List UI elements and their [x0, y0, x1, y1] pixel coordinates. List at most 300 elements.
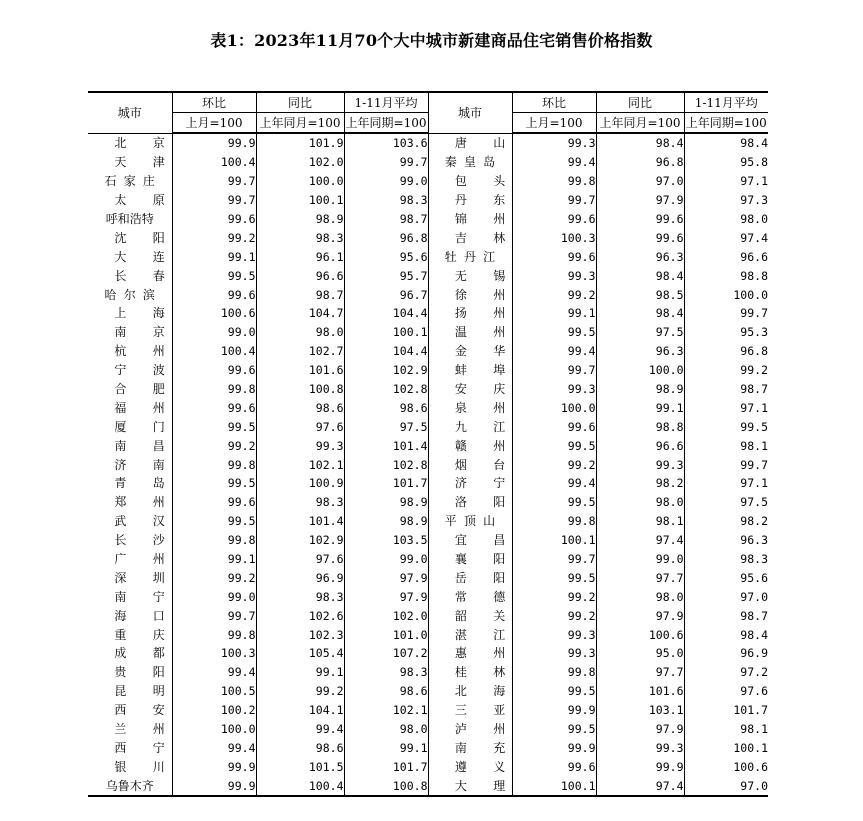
table-row: [88, 701, 768, 720]
right-yoy-value: 97.5: [596, 323, 684, 342]
right-city-name: 湛江: [428, 625, 512, 644]
left-avg-value: 102.9: [344, 361, 428, 380]
right-avg-value: 97.4: [684, 228, 768, 247]
left-mom-value: 99.5: [172, 474, 256, 493]
left-yoy-value: 105.4: [256, 644, 344, 663]
left-city-name: 青岛: [114, 476, 192, 491]
right-avg-value: 98.8: [684, 266, 768, 285]
left-avg-value: 95.6: [344, 247, 428, 266]
left-city-name: 重庆: [114, 627, 192, 642]
right-avg-value: 95.6: [684, 568, 768, 587]
left-mom-value: 99.6: [172, 285, 256, 304]
right-mom-value: 99.9: [512, 701, 596, 720]
left-yoy-value: 100.4: [256, 776, 344, 796]
left-mom-value: 99.2: [172, 436, 256, 455]
table-row: [88, 682, 768, 701]
table-row: [88, 606, 768, 625]
left-city-name: 沈阳: [114, 230, 192, 245]
left-city-name: 上海: [114, 306, 192, 321]
right-avg-value: 97.0: [684, 776, 768, 796]
left-yoy-value: 97.6: [256, 550, 344, 569]
header-yoy-left: 同比: [256, 92, 344, 113]
left-city-name: 郑州: [114, 495, 192, 510]
table-row: [88, 285, 768, 304]
right-avg-value: 100.0: [684, 285, 768, 304]
left-avg-value: 98.6: [344, 682, 428, 701]
right-mom-value: 99.7: [512, 191, 596, 210]
left-city-name: 北京: [114, 136, 192, 151]
right-mom-value: 99.5: [512, 323, 596, 342]
left-city-name: 贵阳: [114, 665, 192, 680]
table-row: [88, 398, 768, 417]
left-mom-value: 99.8: [172, 625, 256, 644]
right-avg-value: 97.1: [684, 474, 768, 493]
left-mom-value: 99.1: [172, 550, 256, 569]
right-city-name: 三亚: [428, 701, 512, 720]
left-city-name: 济南: [114, 457, 192, 472]
right-city-name: 牡丹江: [428, 247, 512, 266]
right-city-name: 无锡: [428, 266, 512, 285]
right-yoy-value: 98.9: [596, 380, 684, 399]
left-mom-value: 100.3: [172, 644, 256, 663]
right-yoy-value: 97.4: [596, 776, 684, 796]
right-city-name: 安庆: [428, 380, 512, 399]
right-mom-value: 99.6: [512, 757, 596, 776]
table-row: [88, 153, 768, 172]
right-city-name: 扬州: [428, 304, 512, 323]
right-mom-value: 99.5: [512, 720, 596, 739]
left-avg-value: 107.2: [344, 644, 428, 663]
right-avg-value: 99.5: [684, 417, 768, 436]
left-avg-value: 98.6: [344, 398, 428, 417]
right-yoy-value: 98.5: [596, 285, 684, 304]
left-avg-value: 102.0: [344, 606, 428, 625]
right-yoy-value: 100.6: [596, 625, 684, 644]
left-mom-value: 99.8: [172, 455, 256, 474]
right-mom-value: 99.2: [512, 285, 596, 304]
header-yoy-base-left: 上年同月=100: [256, 113, 344, 134]
table-row: [88, 531, 768, 550]
header-yoy-base-right: 上年同月=100: [596, 113, 684, 134]
right-avg-value: 97.0: [684, 587, 768, 606]
table-row: [88, 210, 768, 229]
left-yoy-value: 104.7: [256, 304, 344, 323]
left-mom-value: 99.0: [172, 587, 256, 606]
right-avg-value: 96.8: [684, 342, 768, 361]
left-mom-value: 99.5: [172, 266, 256, 285]
left-yoy-value: 102.0: [256, 153, 344, 172]
table-row: [88, 380, 768, 399]
left-avg-value: 97.9: [344, 587, 428, 606]
table-row: [88, 739, 768, 758]
left-city-name: 石家庄: [104, 174, 163, 189]
right-yoy-value: 98.4: [596, 266, 684, 285]
right-city-name: 宜昌: [428, 531, 512, 550]
left-yoy-value: 101.9: [256, 133, 344, 153]
right-mom-value: 99.6: [512, 247, 596, 266]
left-city-name: 长沙: [114, 533, 192, 548]
header-mom-left: 环比: [172, 92, 256, 113]
right-avg-value: 98.3: [684, 550, 768, 569]
left-city-name: 广州: [114, 552, 192, 567]
left-mom-value: 99.2: [172, 568, 256, 587]
left-yoy-value: 102.1: [256, 455, 344, 474]
table-row: [88, 436, 768, 455]
left-city-name: 西宁: [114, 740, 192, 755]
right-yoy-value: 99.6: [596, 210, 684, 229]
right-mom-value: 99.3: [512, 644, 596, 663]
left-yoy-value: 98.9: [256, 210, 344, 229]
left-avg-value: 101.0: [344, 625, 428, 644]
left-mom-value: 99.0: [172, 323, 256, 342]
left-avg-value: 98.0: [344, 720, 428, 739]
right-yoy-value: 96.3: [596, 342, 684, 361]
header-yoy-right: 同比: [596, 92, 684, 113]
left-avg-value: 99.7: [344, 153, 428, 172]
right-city-name: 唐山: [428, 133, 512, 153]
right-mom-value: 99.9: [512, 739, 596, 758]
right-avg-value: 98.2: [684, 512, 768, 531]
left-mom-value: 99.7: [172, 191, 256, 210]
right-city-name: 遵义: [428, 757, 512, 776]
right-avg-value: 96.9: [684, 644, 768, 663]
header-city-left: 城市: [88, 92, 172, 133]
right-yoy-value: 98.0: [596, 493, 684, 512]
left-city-name: 南宁: [114, 589, 192, 604]
left-yoy-value: 97.6: [256, 417, 344, 436]
left-avg-value: 99.1: [344, 739, 428, 758]
left-avg-value: 96.8: [344, 228, 428, 247]
right-avg-value: 97.6: [684, 682, 768, 701]
right-yoy-value: 98.2: [596, 474, 684, 493]
table-row: [88, 247, 768, 266]
header-avg-left: 1-11月平均: [344, 92, 428, 113]
left-mom-value: 99.7: [172, 172, 256, 191]
left-yoy-value: 100.1: [256, 191, 344, 210]
left-yoy-value: 104.1: [256, 701, 344, 720]
right-yoy-value: 99.0: [596, 550, 684, 569]
left-city-name: 乌鲁木齐: [88, 776, 172, 796]
right-yoy-value: 99.3: [596, 739, 684, 758]
header-avg-base-left: 上年同期=100: [344, 113, 428, 134]
left-mom-value: 99.6: [172, 210, 256, 229]
left-avg-value: 102.8: [344, 380, 428, 399]
left-avg-value: 104.4: [344, 342, 428, 361]
left-city-name: 兰州: [114, 722, 192, 737]
header-mom-right: 环比: [512, 92, 596, 113]
right-city-name: 赣州: [428, 436, 512, 455]
left-city-name: 杭州: [114, 344, 192, 359]
left-yoy-value: 99.1: [256, 663, 344, 682]
right-avg-value: 98.7: [684, 606, 768, 625]
right-mom-value: 100.0: [512, 398, 596, 417]
right-yoy-value: 97.9: [596, 191, 684, 210]
left-mom-value: 99.7: [172, 606, 256, 625]
right-yoy-value: 97.0: [596, 172, 684, 191]
right-city-name: 泸州: [428, 720, 512, 739]
right-avg-value: 98.4: [684, 625, 768, 644]
right-yoy-value: 103.1: [596, 701, 684, 720]
right-avg-value: 97.1: [684, 172, 768, 191]
right-city-name: 吉林: [428, 228, 512, 247]
right-city-name: 常德: [428, 587, 512, 606]
right-avg-value: 96.3: [684, 531, 768, 550]
left-mom-value: 99.8: [172, 380, 256, 399]
right-avg-value: 98.7: [684, 380, 768, 399]
right-avg-value: 97.5: [684, 493, 768, 512]
right-mom-value: 99.4: [512, 474, 596, 493]
left-city-name: 昆明: [114, 684, 192, 699]
header-city-right: 城市: [428, 92, 512, 133]
left-mom-value: 99.2: [172, 228, 256, 247]
right-city-name: 丹东: [428, 191, 512, 210]
right-city-name: 大理: [428, 776, 512, 796]
left-avg-value: 99.0: [344, 172, 428, 191]
left-yoy-value: 102.7: [256, 342, 344, 361]
right-yoy-value: 97.9: [596, 606, 684, 625]
left-avg-value: 96.7: [344, 285, 428, 304]
right-mom-value: 99.6: [512, 417, 596, 436]
right-avg-value: 99.2: [684, 361, 768, 380]
left-yoy-value: 98.7: [256, 285, 344, 304]
right-city-name: 岳阳: [428, 568, 512, 587]
left-yoy-value: 101.5: [256, 757, 344, 776]
left-avg-value: 101.7: [344, 474, 428, 493]
left-city-name: 武汉: [114, 514, 192, 529]
right-city-name: 秦皇岛: [428, 153, 512, 172]
left-mom-value: 99.4: [172, 663, 256, 682]
right-avg-value: 98.1: [684, 720, 768, 739]
right-city-name: 平顶山: [428, 512, 512, 531]
right-city-name: 南充: [428, 739, 512, 758]
table-row: [88, 587, 768, 606]
left-mom-value: 100.4: [172, 342, 256, 361]
table-row: [88, 474, 768, 493]
right-city-name: 温州: [428, 323, 512, 342]
right-avg-value: 99.7: [684, 304, 768, 323]
table-row: [88, 512, 768, 531]
table-row: [88, 228, 768, 247]
right-city-name: 惠州: [428, 644, 512, 663]
table-row: [88, 568, 768, 587]
left-avg-value: 98.9: [344, 493, 428, 512]
right-mom-value: 99.1: [512, 304, 596, 323]
right-mom-value: 99.7: [512, 550, 596, 569]
right-yoy-value: 99.9: [596, 757, 684, 776]
right-mom-value: 99.5: [512, 493, 596, 512]
right-mom-value: 99.8: [512, 172, 596, 191]
right-mom-value: 99.3: [512, 266, 596, 285]
table-row: [88, 625, 768, 644]
right-mom-value: 99.2: [512, 587, 596, 606]
left-mom-value: 99.1: [172, 247, 256, 266]
right-city-name: 北海: [428, 682, 512, 701]
right-yoy-value: 99.1: [596, 398, 684, 417]
left-yoy-value: 101.4: [256, 512, 344, 531]
left-city-name: 深圳: [114, 570, 192, 585]
right-city-name: 济宁: [428, 474, 512, 493]
right-mom-value: 100.1: [512, 531, 596, 550]
table-row: [88, 172, 768, 191]
right-avg-value: 98.4: [684, 133, 768, 153]
right-mom-value: 99.5: [512, 682, 596, 701]
right-mom-value: 100.1: [512, 776, 596, 796]
right-city-name: 襄阳: [428, 550, 512, 569]
left-yoy-value: 99.4: [256, 720, 344, 739]
left-mom-value: 100.4: [172, 153, 256, 172]
left-city-name: 合肥: [114, 382, 192, 397]
left-avg-value: 100.8: [344, 776, 428, 796]
left-mom-value: 100.2: [172, 701, 256, 720]
table-row: [88, 342, 768, 361]
left-yoy-value: 98.3: [256, 587, 344, 606]
left-city-name: 南京: [114, 325, 192, 340]
left-yoy-value: 100.8: [256, 380, 344, 399]
right-yoy-value: 98.8: [596, 417, 684, 436]
right-city-name: 韶关: [428, 606, 512, 625]
left-yoy-value: 96.1: [256, 247, 344, 266]
right-city-name: 锦州: [428, 210, 512, 229]
right-mom-value: 99.8: [512, 663, 596, 682]
right-mom-value: 99.4: [512, 342, 596, 361]
table-title: 表1：2023年11月70个大中城市新建商品住宅销售价格指数: [210, 31, 653, 50]
right-yoy-value: 95.0: [596, 644, 684, 663]
left-city-name: 海口: [114, 608, 192, 623]
right-yoy-value: 97.7: [596, 663, 684, 682]
left-avg-value: 99.0: [344, 550, 428, 569]
left-mom-value: 99.9: [172, 133, 256, 153]
left-yoy-value: 100.0: [256, 172, 344, 191]
right-avg-value: 101.7: [684, 701, 768, 720]
right-yoy-value: 99.3: [596, 455, 684, 474]
table-body: [88, 133, 768, 796]
right-city-name: 九江: [428, 417, 512, 436]
left-yoy-value: 98.6: [256, 398, 344, 417]
right-mom-value: 99.6: [512, 210, 596, 229]
left-city-name: 宁波: [114, 363, 192, 378]
left-city-name: 太原: [114, 193, 192, 208]
right-mom-value: 99.5: [512, 568, 596, 587]
right-yoy-value: 97.7: [596, 568, 684, 587]
left-yoy-value: 100.9: [256, 474, 344, 493]
right-yoy-value: 97.4: [596, 531, 684, 550]
table-row: [88, 720, 768, 739]
left-city-name: 西安: [114, 703, 192, 718]
left-avg-value: 101.4: [344, 436, 428, 455]
table-row: [88, 417, 768, 436]
header-avg-right: 1-11月平均: [684, 92, 768, 113]
right-city-name: 烟台: [428, 455, 512, 474]
table-row: [88, 323, 768, 342]
left-yoy-value: 99.2: [256, 682, 344, 701]
right-city-name: 徐州: [428, 285, 512, 304]
left-avg-value: 98.7: [344, 210, 428, 229]
left-avg-value: 97.9: [344, 568, 428, 587]
left-mom-value: 99.6: [172, 398, 256, 417]
table-row: [88, 133, 768, 153]
left-city-name: 呼和浩特: [105, 212, 154, 226]
left-avg-value: 103.5: [344, 531, 428, 550]
left-mom-value: 99.4: [172, 739, 256, 758]
table-row: [88, 304, 768, 323]
left-city-name: 成都: [114, 646, 192, 661]
table-row: [88, 361, 768, 380]
left-city-name: 银川: [114, 759, 192, 774]
left-yoy-value: 98.3: [256, 493, 344, 512]
right-mom-value: 99.7: [512, 361, 596, 380]
right-yoy-value: 100.0: [596, 361, 684, 380]
left-mom-value: 100.6: [172, 304, 256, 323]
left-mom-value: 99.5: [172, 417, 256, 436]
table-row: [88, 776, 768, 796]
right-avg-value: 99.7: [684, 455, 768, 474]
left-avg-value: 102.1: [344, 701, 428, 720]
left-yoy-value: 102.6: [256, 606, 344, 625]
right-yoy-value: 98.4: [596, 304, 684, 323]
left-yoy-value: 102.3: [256, 625, 344, 644]
right-mom-value: 99.3: [512, 133, 596, 153]
left-avg-value: 103.6: [344, 133, 428, 153]
left-avg-value: 102.8: [344, 455, 428, 474]
right-avg-value: 97.2: [684, 663, 768, 682]
right-mom-value: 99.3: [512, 380, 596, 399]
left-mom-value: 99.8: [172, 531, 256, 550]
right-yoy-value: 96.8: [596, 153, 684, 172]
left-avg-value: 100.1: [344, 323, 428, 342]
header-row-main: [88, 92, 768, 113]
right-avg-value: 95.8: [684, 153, 768, 172]
left-avg-value: 101.7: [344, 757, 428, 776]
right-mom-value: 99.3: [512, 625, 596, 644]
table-row: [88, 455, 768, 474]
table-row: [88, 493, 768, 512]
right-avg-value: 97.3: [684, 191, 768, 210]
right-city-name: 洛阳: [428, 493, 512, 512]
header-avg-base-right: 上年同期=100: [684, 113, 768, 134]
left-mom-value: 100.0: [172, 720, 256, 739]
right-avg-value: 96.6: [684, 247, 768, 266]
right-mom-value: 99.5: [512, 436, 596, 455]
left-mom-value: 100.5: [172, 682, 256, 701]
right-avg-value: 100.1: [684, 739, 768, 758]
right-yoy-value: 97.9: [596, 720, 684, 739]
left-yoy-value: 98.3: [256, 228, 344, 247]
left-yoy-value: 102.9: [256, 531, 344, 550]
left-avg-value: 97.5: [344, 417, 428, 436]
table-row: [88, 644, 768, 663]
left-city-name: 大连: [114, 249, 192, 264]
right-avg-value: 100.6: [684, 757, 768, 776]
table-row: [88, 191, 768, 210]
right-yoy-value: 98.0: [596, 587, 684, 606]
right-mom-value: 99.2: [512, 455, 596, 474]
left-avg-value: 95.7: [344, 266, 428, 285]
right-mom-value: 99.2: [512, 606, 596, 625]
price-index-table: [88, 91, 768, 797]
left-yoy-value: 96.9: [256, 568, 344, 587]
header-mom-base-left: 上月=100: [172, 113, 256, 134]
left-city-name: 福州: [114, 400, 192, 415]
right-avg-value: 98.1: [684, 436, 768, 455]
right-avg-value: 98.0: [684, 210, 768, 229]
right-city-name: 蚌埠: [428, 361, 512, 380]
right-city-name: 包头: [428, 172, 512, 191]
left-yoy-value: 99.3: [256, 436, 344, 455]
right-avg-value: 95.3: [684, 323, 768, 342]
left-yoy-value: 98.0: [256, 323, 344, 342]
left-yoy-value: 96.6: [256, 266, 344, 285]
left-mom-value: 99.9: [172, 776, 256, 796]
